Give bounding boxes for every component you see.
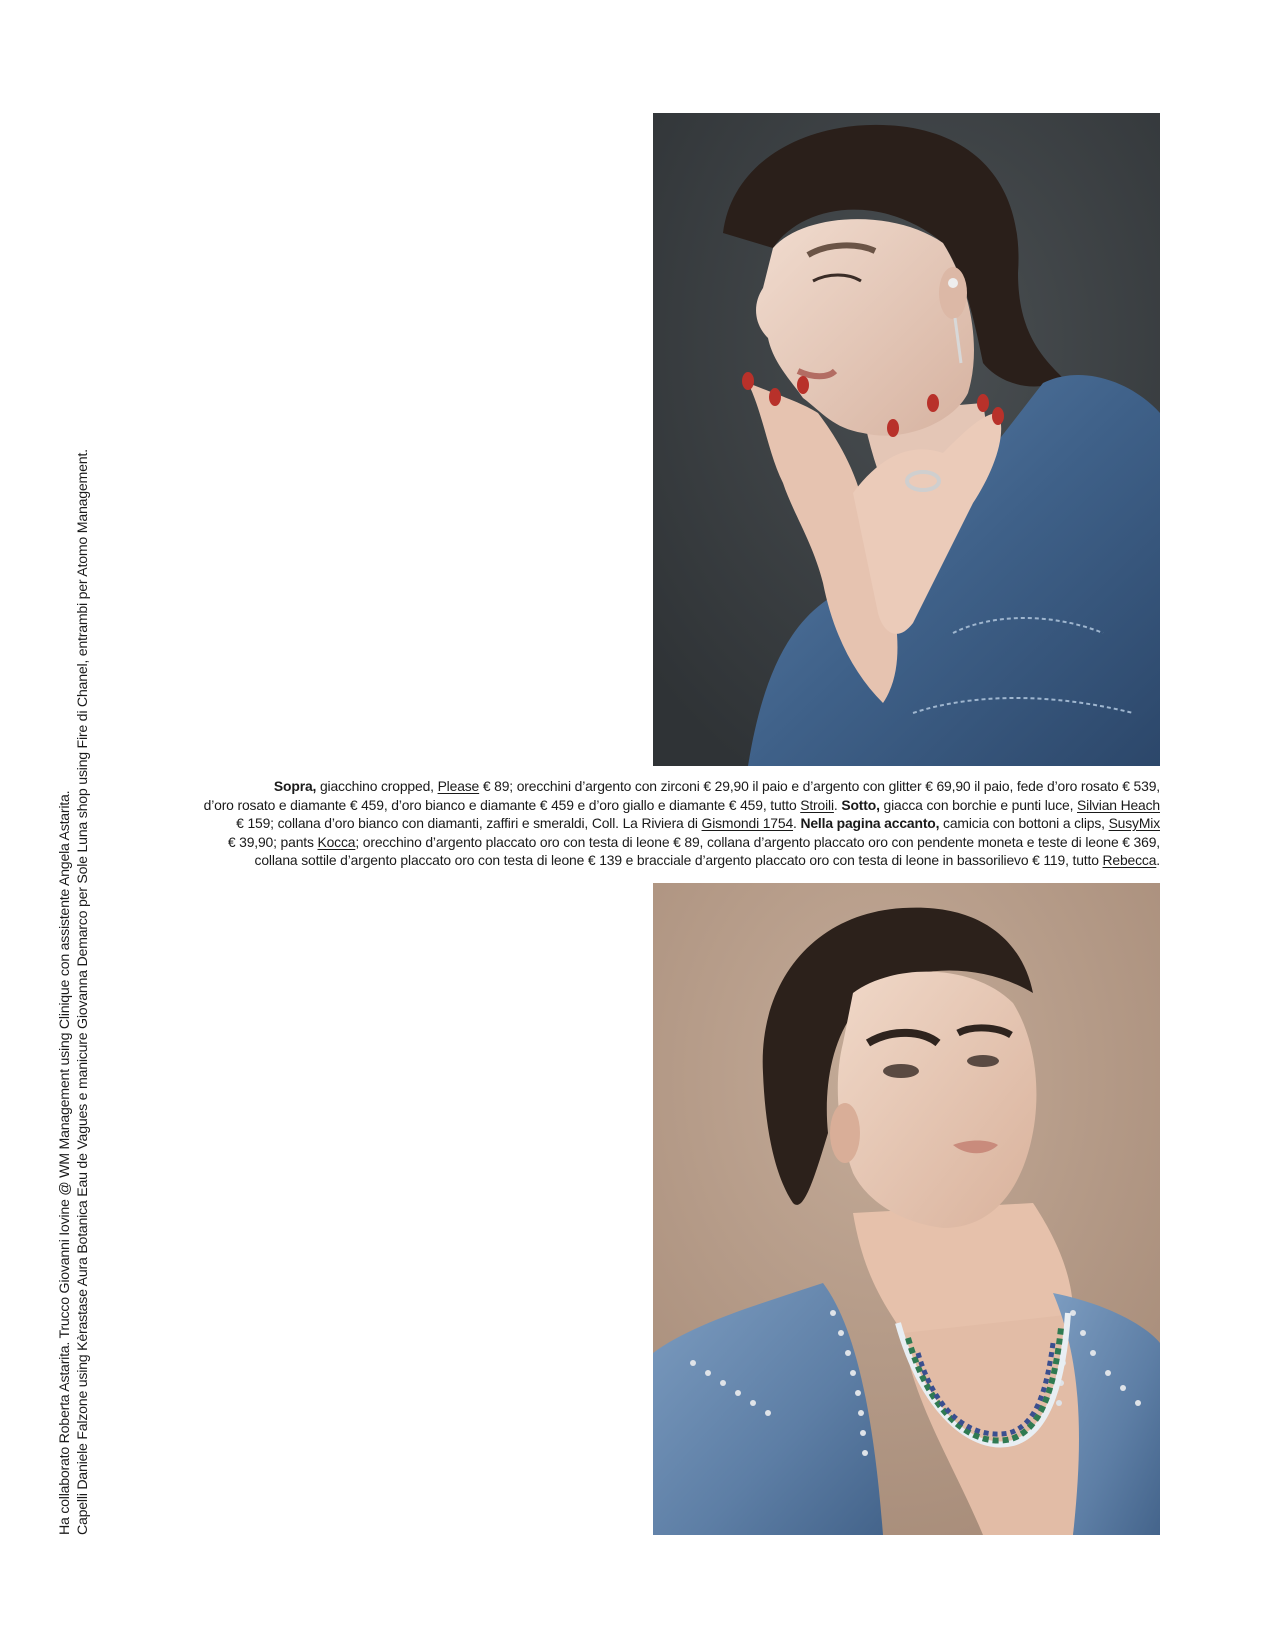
caption [120,777,1160,870]
brand-link-stroili[interactable]: Stroili [800,796,834,813]
caption-text: giacca con borchie e punti luce, [879,796,1078,813]
brand-link-gismondi[interactable]: Gismondi 1754 [701,815,794,831]
caption-line [120,796,1160,815]
photo-bottom-studded-jacket [653,883,1160,1535]
photo-top-denim-jacket [653,113,1160,766]
caption-label-nella-pagina-accanto: Nella pagina accanto, [800,815,940,831]
caption-line [120,777,1160,796]
caption-text: € 39,90; pants [227,833,318,850]
brand-link-kocca[interactable]: Kocca [317,833,356,850]
caption-text: camicia con bottoni a clips, [939,815,1109,831]
brand-link-please[interactable]: Please [437,778,480,794]
brand-link-susymix[interactable]: SusyMix [1108,815,1160,831]
caption-text: giacchino cropped, [316,778,438,794]
caption-line [120,814,1160,833]
credits-line-2: Capelli Daniele Falzone using Kèrastase Aura Botanica Eau de Vagues e manicure Giovanna Demarco per Sole Luna shop using Fire di Chanel, entrambi per Atomo Management. [75,449,91,1535]
brand-link-silvian-heach[interactable]: Silvian Heach [1077,796,1160,813]
caption-text: . [793,815,801,831]
caption-text: d’oro rosato e diamante € 459, d’oro bianco e diamante € 459 e d’oro giallo e diamante € 459, tutto [203,796,801,813]
caption-line [120,833,1160,852]
caption-text: € 89; orecchini d’argento con zirconi € 29,90 il paio e d’argento con glitter € 69,90 il paio, fede d’oro rosato € 539, [479,778,1160,794]
credits-line-1: Ha collaborato Roberta Astarita. Trucco Giovanni Iovine @ WM Management using Clinique con assistente Angela Astarita. [57,790,73,1535]
caption-label-sopra: Sopra, [273,778,317,794]
caption-text: . [833,796,842,813]
caption-label-sotto: Sotto, [841,796,880,813]
caption-text: ; orecchino d’argento placcato oro con testa di leone € 89, collana d’argento placcato oro con pendente moneta e teste di leone € 369, [355,833,1160,850]
caption-text: collana sottile d’argento placcato oro con testa di leone € 139 e bracciale d’argento placcato oro con testa di leone in bassorilievo € 119, tutto [254,852,1103,868]
caption-line [120,851,1160,870]
caption-text: . [1156,852,1160,868]
photo-credits [56,355,96,1535]
brand-link-rebecca[interactable]: Rebecca [1102,852,1157,868]
caption-text: € 159; collana d’oro bianco con diamanti, zaffiri e smeraldi, Coll. La Riviera di [236,815,702,831]
